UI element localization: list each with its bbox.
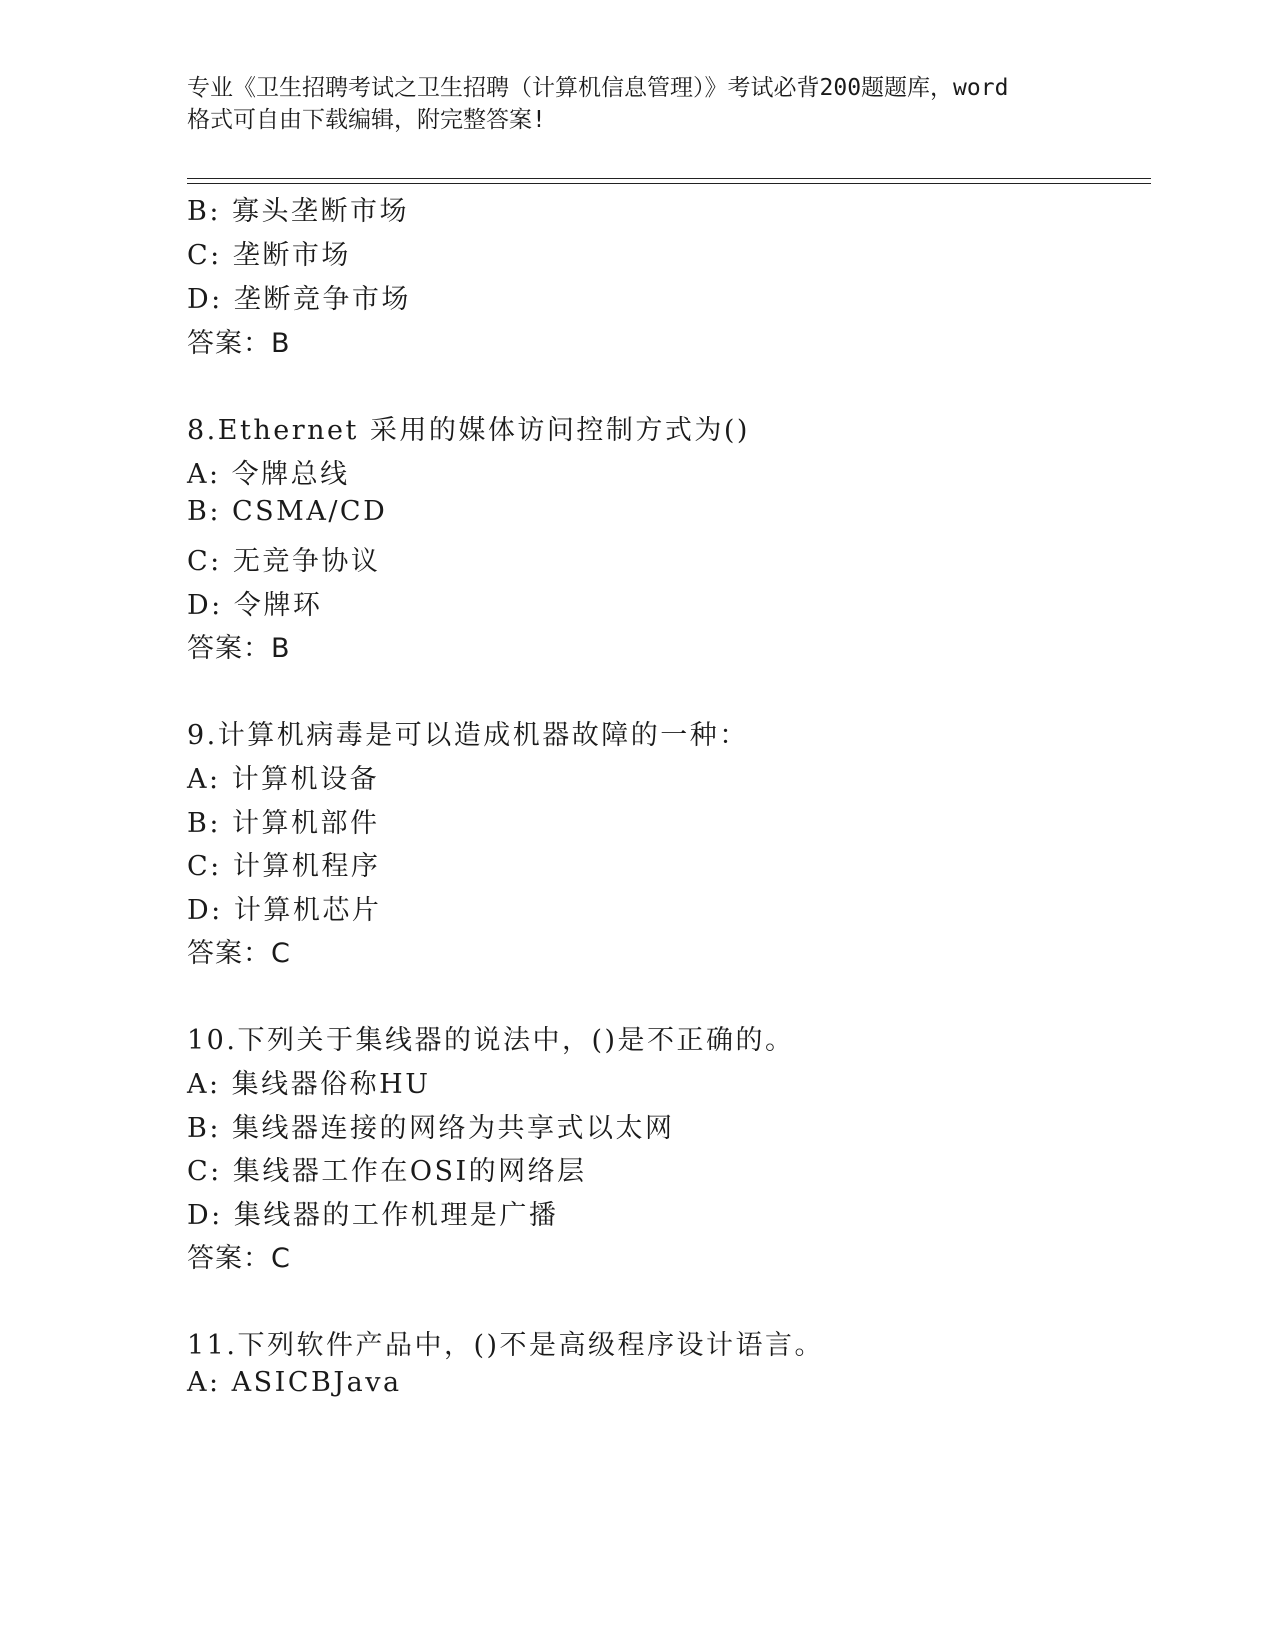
q9-answer: 答案：C — [187, 938, 291, 969]
q7-option-b: B: 寡头垄断市场 — [187, 196, 410, 227]
q11-question: 11.下列软件产品中，()不是高级程序设计语言。 — [187, 1330, 825, 1361]
q8-option-a: A: 令牌总线 — [187, 459, 350, 490]
q10-option-c: C: 集线器工作在OSI的网络层 — [187, 1156, 587, 1187]
q8-option-b: B: CSMA/CD — [187, 496, 388, 527]
q9-option-a: A: 计算机设备 — [187, 764, 380, 795]
q9-question: 9.计算机病毒是可以造成机器故障的一种： — [187, 720, 749, 751]
header-title-line-2: 格式可自由下载编辑，附完整答案! — [187, 107, 546, 133]
q10-option-b: B: 集线器连接的网络为共享式以太网 — [187, 1113, 675, 1144]
q7-answer: 答案：B — [187, 328, 291, 359]
q8-answer: 答案：B — [187, 633, 291, 664]
q10-answer: 答案：C — [187, 1243, 291, 1274]
q10-option-d: D: 集线器的工作机理是广播 — [187, 1200, 559, 1231]
q9-option-b: B: 计算机部件 — [187, 808, 380, 839]
q11-option-a: A: ASICBJava — [187, 1367, 402, 1398]
q8-option-d: D: 令牌环 — [187, 590, 323, 621]
q7-option-c: C: 垄断市场 — [187, 240, 351, 271]
document-header — [187, 72, 1087, 136]
header-title-line-1: 专业《卫生招聘考试之卫生招聘（计算机信息管理）》考试必背200题题库，word — [187, 75, 1009, 101]
q8-question: 8.Ethernet 采用的媒体访问控制方式为() — [187, 415, 750, 446]
header-divider-top — [187, 178, 1151, 179]
q10-question: 10.下列关于集线器的说法中，()是不正确的。 — [187, 1025, 795, 1056]
q10-option-a: A: 集线器俗称HU — [187, 1069, 431, 1100]
q7-option-d: D: 垄断竞争市场 — [187, 284, 411, 315]
q8-option-c: C: 无竞争协议 — [187, 546, 381, 577]
header-divider-bottom — [187, 183, 1151, 184]
q9-option-d: D: 计算机芯片 — [187, 895, 382, 926]
q9-option-c: C: 计算机程序 — [187, 851, 381, 882]
